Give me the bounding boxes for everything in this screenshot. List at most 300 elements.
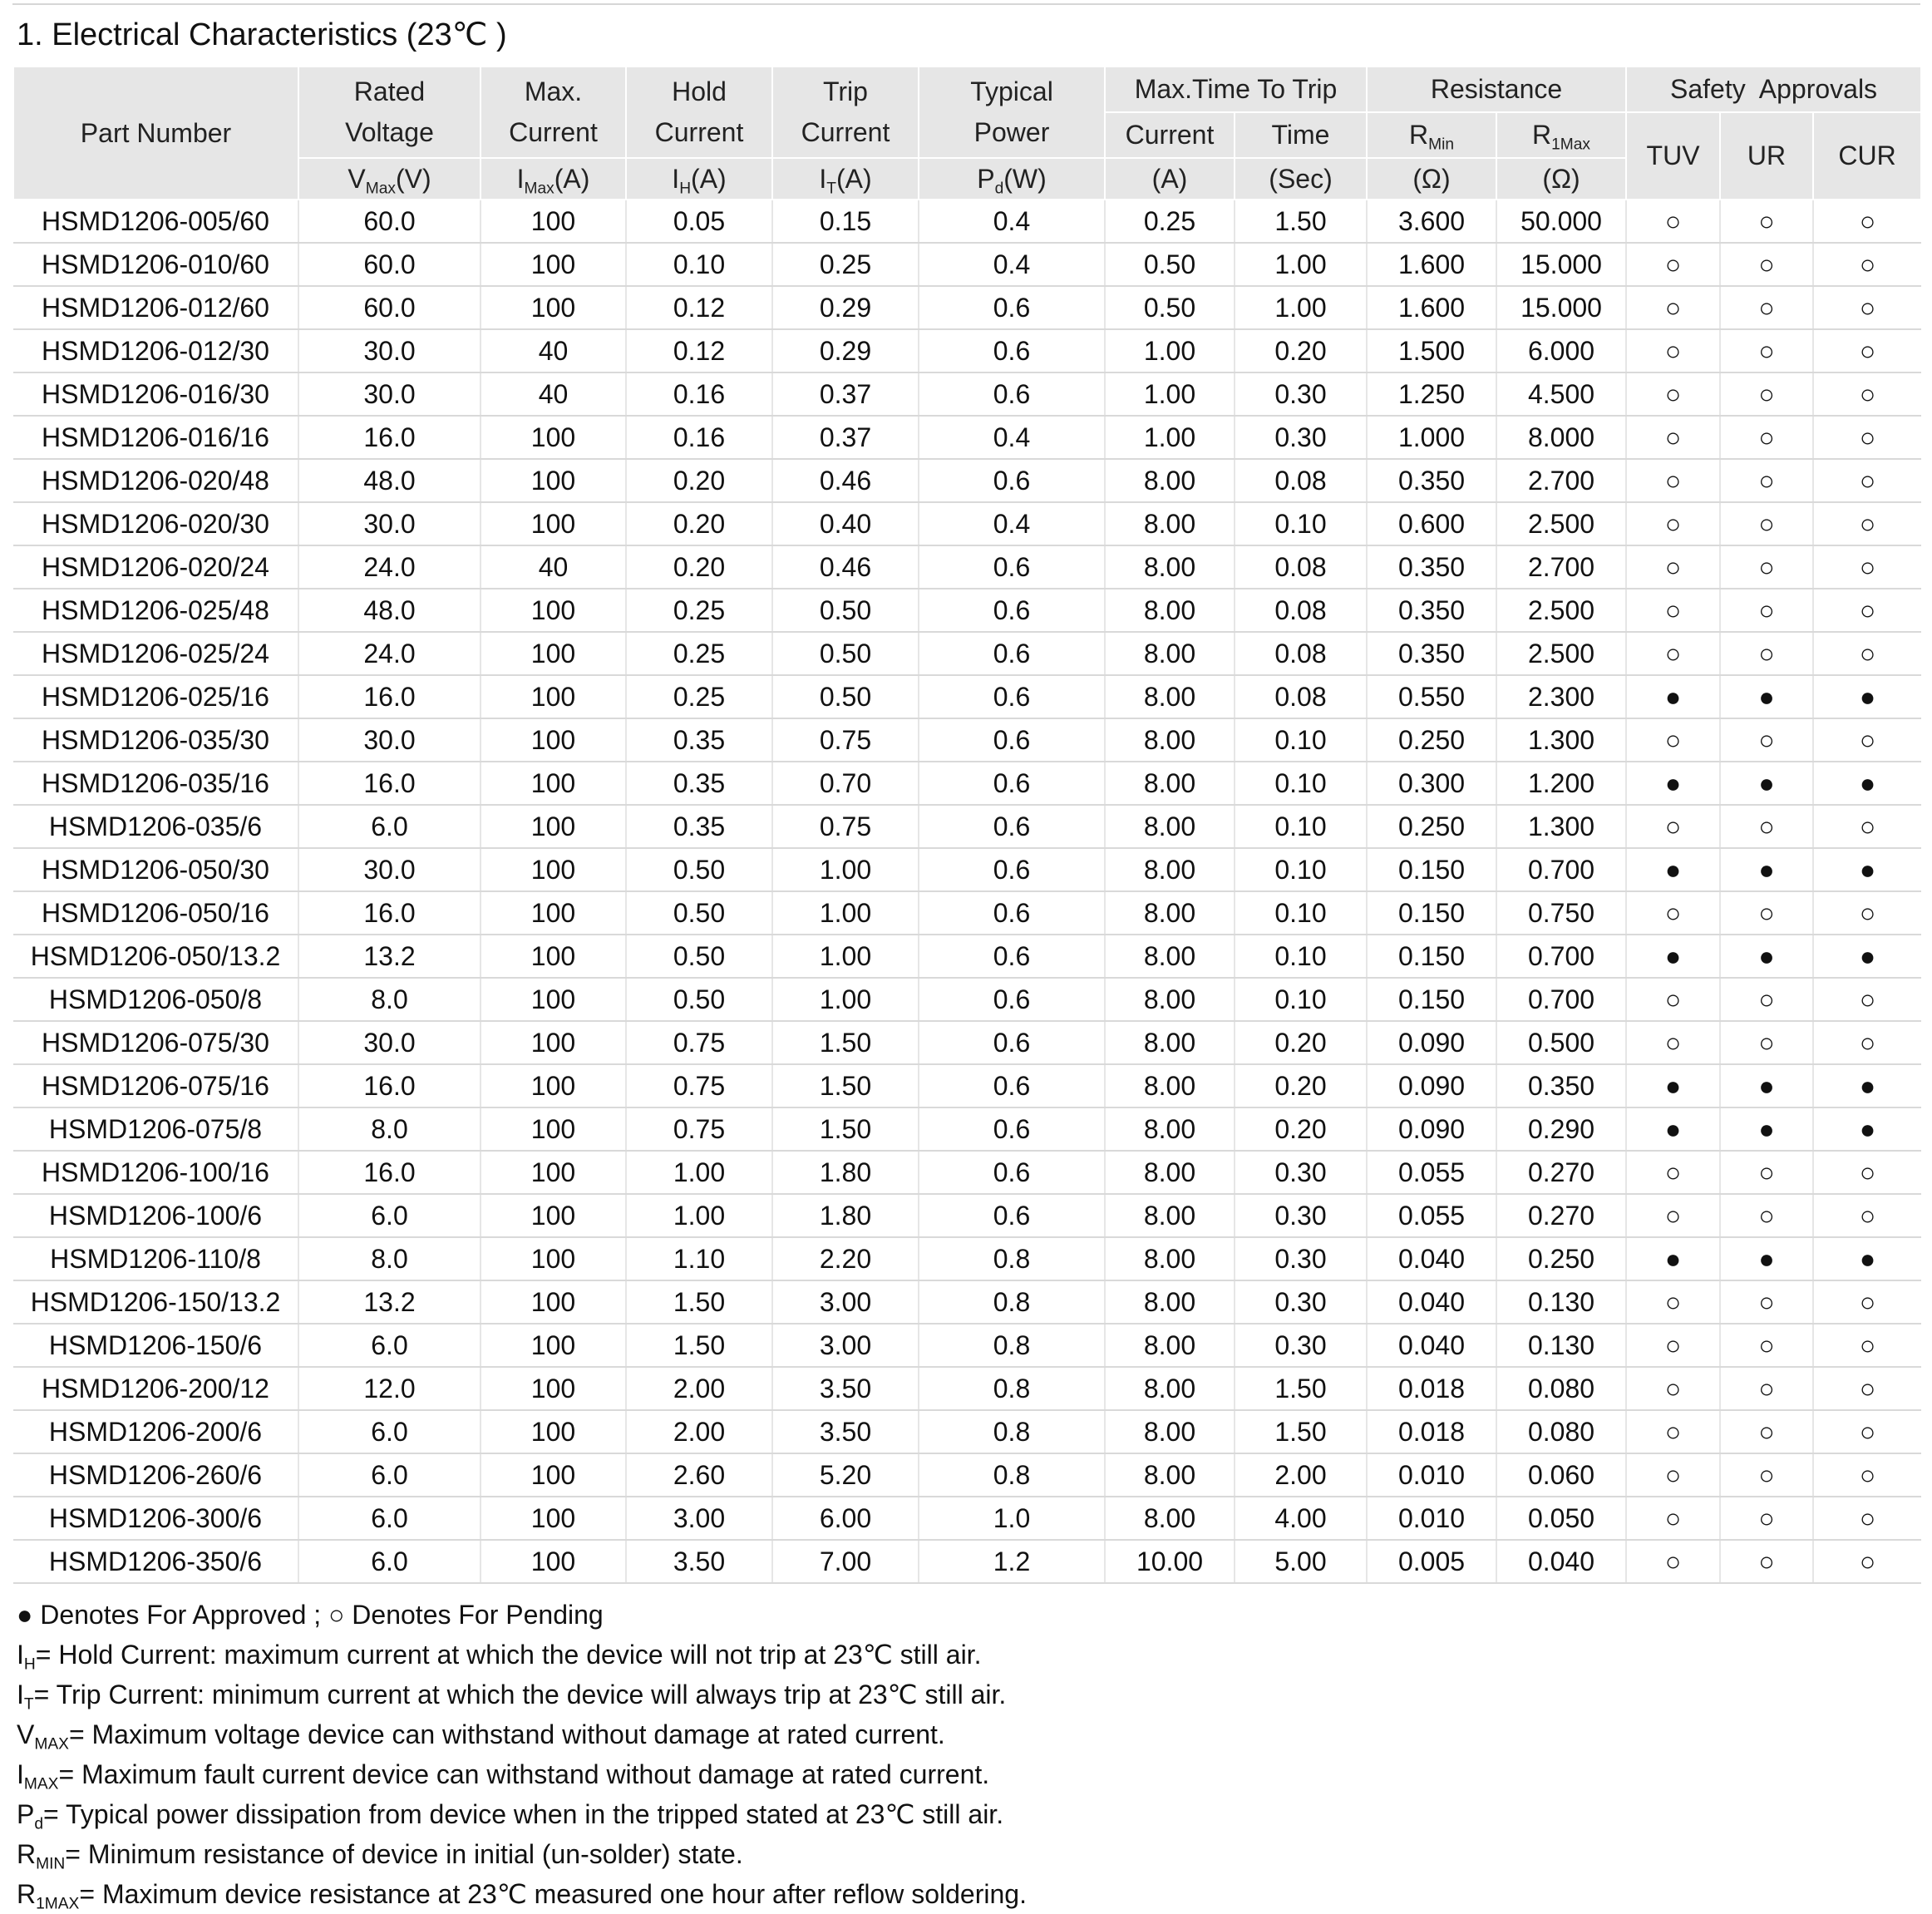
header-hold-current: Hold Current	[626, 67, 772, 158]
cell-ur: ○	[1720, 1497, 1813, 1540]
cell-trip-current: 1.50	[772, 1021, 919, 1064]
header-max-current: Max. Current	[481, 67, 626, 158]
cell-tuv: ○	[1626, 416, 1720, 459]
cell-rmin: 0.010	[1367, 1497, 1496, 1540]
unit-max-current: $I_{Max}(A)$	[481, 158, 626, 200]
cell-part-number: HSMD1206-260/6	[13, 1453, 298, 1497]
cell-ttt-time: 0.20	[1235, 1021, 1367, 1064]
unit-rmin: (Ω)	[1367, 158, 1496, 200]
cell-rated-voltage: 16.0	[298, 1151, 481, 1194]
cell-cur: ○	[1813, 1194, 1921, 1237]
table-row	[13, 502, 1921, 545]
cell-typical-power: 0.4	[919, 416, 1105, 459]
cell-cur: ○	[1813, 718, 1921, 762]
cell-ttt-time: 1.00	[1235, 243, 1367, 286]
cell-cur: ○	[1813, 1453, 1921, 1497]
cell-ttt-current: 8.00	[1105, 1021, 1235, 1064]
cell-hold-current: 0.10	[626, 243, 772, 286]
cell-ttt-time: 0.30	[1235, 416, 1367, 459]
cell-max-current: 100	[481, 632, 626, 675]
header-part-number: Part Number	[13, 67, 298, 200]
header-ttt-current: Current	[1105, 112, 1235, 158]
cell-part-number: HSMD1206-075/30	[13, 1021, 298, 1064]
cell-tuv: ○	[1626, 1280, 1720, 1324]
cell-max-current: 100	[481, 459, 626, 502]
cell-typical-power: 0.4	[919, 502, 1105, 545]
cell-max-current: 100	[481, 416, 626, 459]
cell-rmin: 0.090	[1367, 1021, 1496, 1064]
cell-cur: ○	[1813, 459, 1921, 502]
cell-rated-voltage: 30.0	[298, 329, 481, 372]
cell-rmin: 0.550	[1367, 675, 1496, 718]
cell-rated-voltage: 8.0	[298, 978, 481, 1021]
cell-rmin: 0.018	[1367, 1410, 1496, 1453]
cell-rated-voltage: 16.0	[298, 762, 481, 805]
cell-hold-current: 0.75	[626, 1107, 772, 1151]
table-row	[13, 243, 1921, 286]
table-row	[13, 372, 1921, 416]
cell-trip-current: 3.00	[772, 1324, 919, 1367]
table-row	[13, 200, 1921, 243]
cell-cur: ○	[1813, 1367, 1921, 1410]
header-resistance: Resistance	[1367, 67, 1626, 112]
cell-max-current: 100	[481, 848, 626, 891]
cell-typical-power: 0.4	[919, 200, 1105, 243]
cell-ur: ○	[1720, 329, 1813, 372]
cell-tuv: ○	[1626, 459, 1720, 502]
cell-tuv: ○	[1626, 891, 1720, 935]
cell-ttt-time: 0.10	[1235, 718, 1367, 762]
cell-tuv: ○	[1626, 589, 1720, 632]
cell-r1max: 0.050	[1496, 1497, 1626, 1540]
cell-part-number: HSMD1206-016/16	[13, 416, 298, 459]
cell-ur: ○	[1720, 372, 1813, 416]
cell-r1max: 15.000	[1496, 243, 1626, 286]
cell-ur: ○	[1720, 286, 1813, 329]
cell-tuv: ○	[1626, 1324, 1720, 1367]
cell-part-number: HSMD1206-200/6	[13, 1410, 298, 1453]
cell-max-current: 40	[481, 545, 626, 589]
cell-ttt-time: 0.30	[1235, 1194, 1367, 1237]
table-row	[13, 632, 1921, 675]
cell-max-current: 40	[481, 372, 626, 416]
cell-trip-current: 5.20	[772, 1453, 919, 1497]
cell-tuv: ○	[1626, 329, 1720, 372]
cell-trip-current: 2.20	[772, 1237, 919, 1280]
cell-rated-voltage: 60.0	[298, 243, 481, 286]
cell-rated-voltage: 13.2	[298, 1280, 481, 1324]
cell-ur: ○	[1720, 1453, 1813, 1497]
cell-max-current: 100	[481, 502, 626, 545]
cell-cur: ○	[1813, 1151, 1921, 1194]
cell-max-current: 100	[481, 1237, 626, 1280]
cell-cur: ○	[1813, 545, 1921, 589]
note-r1max: $R_{1MAX}=$ Maximum device resistance at 23℃ measured one hour after reflow soldering.	[17, 1879, 1027, 1913]
cell-typical-power: 0.6	[919, 1107, 1105, 1151]
cell-trip-current: 0.50	[772, 675, 919, 718]
cell-typical-power: 0.6	[919, 675, 1105, 718]
cell-rmin: 1.500	[1367, 329, 1496, 372]
cell-max-current: 100	[481, 762, 626, 805]
cell-tuv: ○	[1626, 1151, 1720, 1194]
table-row	[13, 1497, 1921, 1540]
cell-ttt-current: 0.50	[1105, 243, 1235, 286]
cell-ttt-time: 0.30	[1235, 1237, 1367, 1280]
cell-trip-current: 7.00	[772, 1540, 919, 1583]
cell-ttt-time: 0.10	[1235, 978, 1367, 1021]
cell-ur: ●	[1720, 762, 1813, 805]
cell-max-current: 100	[481, 805, 626, 848]
unit-trip-current: $I_T(A)$	[772, 158, 919, 200]
cell-part-number: HSMD1206-050/16	[13, 891, 298, 935]
cell-ttt-current: 8.00	[1105, 1324, 1235, 1367]
cell-hold-current: 0.12	[626, 286, 772, 329]
cell-ttt-current: 0.50	[1105, 286, 1235, 329]
cell-tuv: ○	[1626, 805, 1720, 848]
cell-cur: ●	[1813, 935, 1921, 978]
unit-ttt-time: (Sec)	[1235, 158, 1367, 200]
cell-tuv: ○	[1626, 978, 1720, 1021]
cell-rated-voltage: 48.0	[298, 459, 481, 502]
cell-ttt-time: 0.10	[1235, 848, 1367, 891]
cell-ttt-time: 0.20	[1235, 1064, 1367, 1107]
cell-ttt-time: 0.10	[1235, 502, 1367, 545]
cell-part-number: HSMD1206-020/30	[13, 502, 298, 545]
cell-tuv: ○	[1626, 286, 1720, 329]
cell-trip-current: 1.00	[772, 978, 919, 1021]
cell-ttt-current: 8.00	[1105, 632, 1235, 675]
cell-part-number: HSMD1206-075/8	[13, 1107, 298, 1151]
cell-max-current: 100	[481, 589, 626, 632]
cell-ttt-current: 8.00	[1105, 589, 1235, 632]
cell-ur: ○	[1720, 459, 1813, 502]
cell-rated-voltage: 6.0	[298, 1194, 481, 1237]
cell-r1max: 8.000	[1496, 416, 1626, 459]
cell-ttt-current: 1.00	[1105, 416, 1235, 459]
table-row	[13, 1410, 1921, 1453]
table-row	[13, 329, 1921, 372]
cell-cur: ○	[1813, 329, 1921, 372]
cell-max-current: 100	[481, 935, 626, 978]
cell-ur: ○	[1720, 718, 1813, 762]
cell-cur: ○	[1813, 1324, 1921, 1367]
cell-ttt-current: 8.00	[1105, 459, 1235, 502]
cell-rmin: 0.150	[1367, 848, 1496, 891]
cell-tuv: ○	[1626, 200, 1720, 243]
table-row	[13, 718, 1921, 762]
cell-trip-current: 1.50	[772, 1064, 919, 1107]
cell-ur: ○	[1720, 502, 1813, 545]
cell-rated-voltage: 12.0	[298, 1367, 481, 1410]
cell-cur: ○	[1813, 632, 1921, 675]
cell-part-number: HSMD1206-110/8	[13, 1237, 298, 1280]
cell-rmin: 0.018	[1367, 1367, 1496, 1410]
cell-hold-current: 3.50	[626, 1540, 772, 1583]
cell-typical-power: 0.6	[919, 1151, 1105, 1194]
note-legend: ● Denotes For Approved ; ○ Denotes For Pending	[17, 1600, 604, 1630]
cell-cur: ●	[1813, 1107, 1921, 1151]
cell-hold-current: 0.50	[626, 891, 772, 935]
cell-part-number: HSMD1206-200/12	[13, 1367, 298, 1410]
cell-r1max: 0.060	[1496, 1453, 1626, 1497]
header-typical-power: Typical Power	[919, 67, 1105, 158]
cell-ur: ○	[1720, 891, 1813, 935]
unit-typical-power: $P_d(W)$	[919, 158, 1105, 200]
table-row	[13, 1064, 1921, 1107]
table-row	[13, 459, 1921, 502]
cell-tuv: ●	[1626, 1064, 1720, 1107]
table-row	[13, 1367, 1921, 1410]
cell-typical-power: 0.6	[919, 545, 1105, 589]
cell-ttt-time: 1.50	[1235, 1367, 1367, 1410]
cell-ttt-time: 0.30	[1235, 1151, 1367, 1194]
cell-r1max: 2.700	[1496, 545, 1626, 589]
section-title: 1. Electrical Characteristics (23℃ )	[17, 17, 507, 52]
cell-trip-current: 1.80	[772, 1151, 919, 1194]
cell-ttt-current: 8.00	[1105, 762, 1235, 805]
cell-max-current: 100	[481, 200, 626, 243]
cell-ttt-current: 8.00	[1105, 718, 1235, 762]
cell-max-current: 100	[481, 1107, 626, 1151]
cell-ttt-current: 8.00	[1105, 1151, 1235, 1194]
cell-rmin: 0.055	[1367, 1151, 1496, 1194]
cell-max-current: 100	[481, 1064, 626, 1107]
cell-rated-voltage: 24.0	[298, 632, 481, 675]
cell-ttt-time: 0.08	[1235, 459, 1367, 502]
cell-trip-current: 0.25	[772, 243, 919, 286]
cell-cur: ●	[1813, 1237, 1921, 1280]
cell-ttt-current: 8.00	[1105, 1107, 1235, 1151]
cell-ur: ○	[1720, 1194, 1813, 1237]
cell-part-number: HSMD1206-100/6	[13, 1194, 298, 1237]
cell-ttt-current: 8.00	[1105, 1367, 1235, 1410]
cell-rmin: 1.250	[1367, 372, 1496, 416]
cell-r1max: 0.290	[1496, 1107, 1626, 1151]
cell-rmin: 0.350	[1367, 545, 1496, 589]
cell-hold-current: 0.20	[626, 502, 772, 545]
note-it: $I_T=$ Trip Current: minimum current at which the device will always trip at 23℃ still air.	[17, 1680, 1007, 1714]
cell-r1max: 0.350	[1496, 1064, 1626, 1107]
cell-hold-current: 0.25	[626, 589, 772, 632]
cell-part-number: HSMD1206-005/60	[13, 200, 298, 243]
cell-trip-current: 0.40	[772, 502, 919, 545]
table-row	[13, 762, 1921, 805]
cell-r1max: 2.500	[1496, 502, 1626, 545]
cell-part-number: HSMD1206-350/6	[13, 1540, 298, 1583]
cell-ttt-time: 0.30	[1235, 1280, 1367, 1324]
cell-cur: ○	[1813, 1021, 1921, 1064]
note-ih: $I_H=$ Hold Current: maximum current at which the device will not trip at 23℃ still air.	[17, 1640, 982, 1674]
note-pd: $P_d=$ Typical power dissipation from device when in the tripped stated at 23℃ still air.	[17, 1799, 1004, 1833]
cell-rated-voltage: 30.0	[298, 1021, 481, 1064]
cell-part-number: HSMD1206-050/13.2	[13, 935, 298, 978]
cell-trip-current: 1.80	[772, 1194, 919, 1237]
cell-cur: ○	[1813, 286, 1921, 329]
cell-r1max: 2.500	[1496, 632, 1626, 675]
cell-rated-voltage: 30.0	[298, 848, 481, 891]
cell-hold-current: 0.05	[626, 200, 772, 243]
cell-typical-power: 0.6	[919, 589, 1105, 632]
cell-ur: ○	[1720, 1367, 1813, 1410]
cell-ttt-time: 0.10	[1235, 935, 1367, 978]
cell-r1max: 2.500	[1496, 589, 1626, 632]
cell-rmin: 0.055	[1367, 1194, 1496, 1237]
cell-hold-current: 0.16	[626, 372, 772, 416]
cell-trip-current: 0.50	[772, 632, 919, 675]
cell-part-number: HSMD1206-035/16	[13, 762, 298, 805]
cell-rmin: 0.350	[1367, 589, 1496, 632]
cell-max-current: 100	[481, 1497, 626, 1540]
cell-ur: ●	[1720, 935, 1813, 978]
table-body	[13, 200, 1921, 1583]
cell-cur: ○	[1813, 805, 1921, 848]
cell-part-number: HSMD1206-025/24	[13, 632, 298, 675]
cell-part-number: HSMD1206-035/30	[13, 718, 298, 762]
cell-r1max: 4.500	[1496, 372, 1626, 416]
cell-ttt-time: 1.00	[1235, 286, 1367, 329]
cell-ttt-current: 8.00	[1105, 848, 1235, 891]
cell-cur: ○	[1813, 1280, 1921, 1324]
cell-rmin: 0.040	[1367, 1237, 1496, 1280]
cell-ttt-time: 0.10	[1235, 805, 1367, 848]
cell-r1max: 0.080	[1496, 1410, 1626, 1453]
cell-max-current: 100	[481, 1540, 626, 1583]
cell-typical-power: 0.8	[919, 1410, 1105, 1453]
cell-ttt-current: 8.00	[1105, 1453, 1235, 1497]
cell-rated-voltage: 16.0	[298, 416, 481, 459]
cell-ur: ○	[1720, 1410, 1813, 1453]
cell-typical-power: 0.6	[919, 459, 1105, 502]
cell-tuv: ○	[1626, 1497, 1720, 1540]
cell-tuv: ○	[1626, 1453, 1720, 1497]
cell-ur: ○	[1720, 1540, 1813, 1583]
cell-part-number: HSMD1206-300/6	[13, 1497, 298, 1540]
cell-rated-voltage: 13.2	[298, 935, 481, 978]
cell-r1max: 0.270	[1496, 1151, 1626, 1194]
cell-rmin: 0.350	[1367, 632, 1496, 675]
cell-rmin: 0.005	[1367, 1540, 1496, 1583]
cell-ttt-time: 0.20	[1235, 1107, 1367, 1151]
cell-ttt-current: 1.00	[1105, 372, 1235, 416]
cell-trip-current: 1.00	[772, 935, 919, 978]
cell-typical-power: 1.2	[919, 1540, 1105, 1583]
table-row	[13, 891, 1921, 935]
header-tuv: TUV	[1626, 112, 1720, 200]
unit-ttt-current: (A)	[1105, 158, 1235, 200]
cell-part-number: HSMD1206-100/16	[13, 1151, 298, 1194]
cell-max-current: 100	[481, 1410, 626, 1453]
cell-trip-current: 0.29	[772, 286, 919, 329]
cell-hold-current: 0.75	[626, 1064, 772, 1107]
cell-typical-power: 0.6	[919, 329, 1105, 372]
table-row	[13, 1151, 1921, 1194]
cell-ttt-current: 8.00	[1105, 1280, 1235, 1324]
cell-max-current: 100	[481, 978, 626, 1021]
cell-rmin: 0.150	[1367, 891, 1496, 935]
cell-trip-current: 0.50	[772, 589, 919, 632]
cell-hold-current: 2.00	[626, 1410, 772, 1453]
table-row	[13, 1107, 1921, 1151]
cell-ttt-time: 0.08	[1235, 675, 1367, 718]
cell-ttt-time: 0.08	[1235, 545, 1367, 589]
cell-hold-current: 1.00	[626, 1194, 772, 1237]
cell-rated-voltage: 6.0	[298, 1540, 481, 1583]
cell-r1max: 1.300	[1496, 718, 1626, 762]
cell-tuv: ●	[1626, 1237, 1720, 1280]
cell-hold-current: 0.35	[626, 805, 772, 848]
table-row	[13, 935, 1921, 978]
cell-typical-power: 1.0	[919, 1497, 1105, 1540]
header-rated-voltage: Rated Voltage	[298, 67, 481, 158]
cell-hold-current: 1.10	[626, 1237, 772, 1280]
cell-part-number: HSMD1206-010/60	[13, 243, 298, 286]
cell-cur: ●	[1813, 675, 1921, 718]
cell-part-number: HSMD1206-016/30	[13, 372, 298, 416]
cell-typical-power: 0.8	[919, 1280, 1105, 1324]
cell-cur: ○	[1813, 978, 1921, 1021]
cell-r1max: 1.300	[1496, 805, 1626, 848]
cell-rmin: 0.250	[1367, 805, 1496, 848]
table-row	[13, 416, 1921, 459]
table-row	[13, 848, 1921, 891]
cell-part-number: HSMD1206-025/48	[13, 589, 298, 632]
cell-rated-voltage: 8.0	[298, 1107, 481, 1151]
cell-typical-power: 0.8	[919, 1367, 1105, 1410]
cell-trip-current: 0.37	[772, 416, 919, 459]
cell-ttt-current: 8.00	[1105, 545, 1235, 589]
cell-rated-voltage: 60.0	[298, 200, 481, 243]
cell-ttt-current: 8.00	[1105, 1237, 1235, 1280]
cell-rmin: 0.150	[1367, 978, 1496, 1021]
cell-hold-current: 0.16	[626, 416, 772, 459]
cell-typical-power: 0.6	[919, 632, 1105, 675]
cell-trip-current: 0.46	[772, 545, 919, 589]
cell-cur: ○	[1813, 891, 1921, 935]
cell-tuv: ○	[1626, 1410, 1720, 1453]
cell-part-number: HSMD1206-020/48	[13, 459, 298, 502]
cell-tuv: ●	[1626, 762, 1720, 805]
cell-rated-voltage: 16.0	[298, 1064, 481, 1107]
cell-cur: ○	[1813, 1540, 1921, 1583]
cell-r1max: 0.130	[1496, 1324, 1626, 1367]
top-rule	[12, 3, 1920, 5]
cell-ttt-time: 0.30	[1235, 1324, 1367, 1367]
cell-max-current: 100	[481, 1194, 626, 1237]
cell-rmin: 1.000	[1367, 416, 1496, 459]
header-safety-approvals: Safety Approvals	[1626, 67, 1921, 112]
cell-trip-current: 1.00	[772, 848, 919, 891]
table-row	[13, 1540, 1921, 1583]
cell-trip-current: 0.37	[772, 372, 919, 416]
cell-tuv: ○	[1626, 632, 1720, 675]
cell-ur: ○	[1720, 589, 1813, 632]
cell-typical-power: 0.6	[919, 1194, 1105, 1237]
cell-rated-voltage: 6.0	[298, 1497, 481, 1540]
cell-hold-current: 3.00	[626, 1497, 772, 1540]
cell-rmin: 0.040	[1367, 1324, 1496, 1367]
cell-typical-power: 0.4	[919, 243, 1105, 286]
cell-tuv: ○	[1626, 718, 1720, 762]
cell-trip-current: 6.00	[772, 1497, 919, 1540]
cell-cur: ●	[1813, 762, 1921, 805]
unit-rated-voltage: $V_{Max}(V)$	[298, 158, 481, 200]
cell-ur: ○	[1720, 1021, 1813, 1064]
cell-cur: ○	[1813, 416, 1921, 459]
cell-rated-voltage: 6.0	[298, 1410, 481, 1453]
cell-r1max: 50.000	[1496, 200, 1626, 243]
cell-ttt-time: 0.10	[1235, 762, 1367, 805]
cell-cur: ○	[1813, 1410, 1921, 1453]
